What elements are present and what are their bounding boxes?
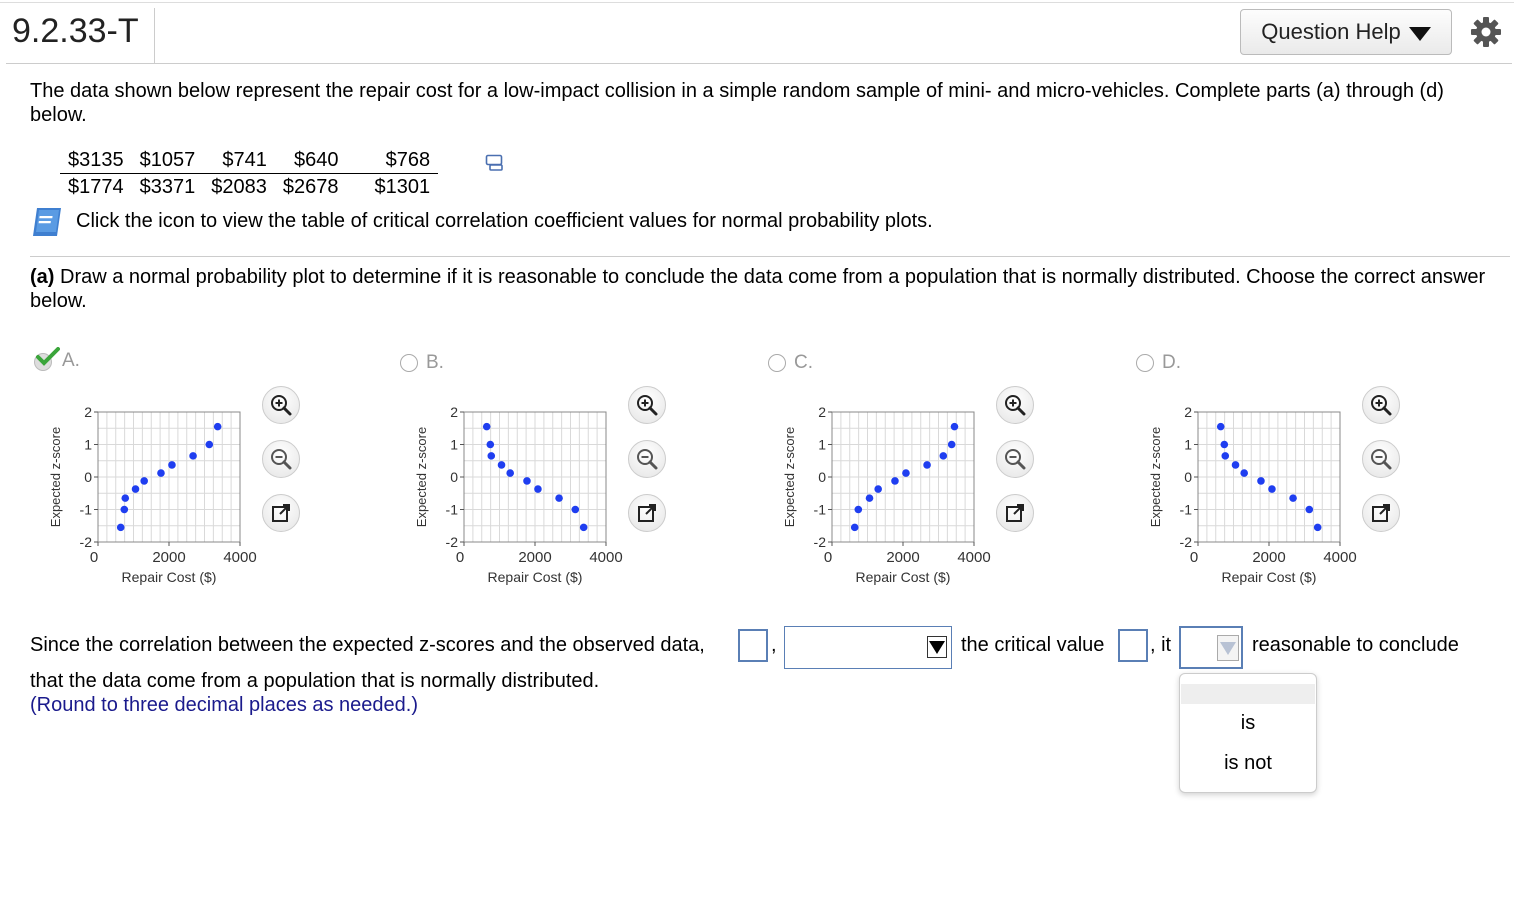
data-point [1221,452,1229,460]
x-axis-label: Repair Cost ($) [487,569,583,585]
chevron-down-icon [1220,642,1236,655]
data-point [951,423,959,431]
table-cell: $3135 [60,147,132,174]
y-tick-label: 1 [1184,436,1192,453]
option-c-label: C. [794,352,813,373]
chart-option-d [1140,400,1360,600]
x-axis-label: Repair Cost ($) [121,569,217,585]
y-tick-label: 0 [818,469,826,485]
data-point [874,485,882,493]
table-cell: $1057 [132,147,204,174]
y-axis-label: Expected z-score [782,426,797,528]
part-a-label: (a) [30,266,55,288]
menu-option-is-not[interactable]: is not [1224,752,1272,774]
answer-text-line2: that the data come from a population that is normally distributed. [30,670,600,692]
y-tick-label: -2 [79,534,92,550]
zoom-out-button[interactable] [996,440,1034,478]
option-c[interactable] [768,352,813,374]
part-a-text: Draw a normal probability plot to determine if it is reasonable to conclude the data come from a population that is normally distributed. Choose the correct answer below. [30,266,1486,312]
table-cell: $640 [275,147,347,174]
data-point [555,494,563,502]
table-cell: $741 [203,147,275,174]
zoom-in-icon [1369,393,1393,417]
answer-comma: , [771,634,777,656]
question-id: 9.2.33-T [12,12,139,50]
data-point [855,506,863,514]
comparison-dropdown-button[interactable] [927,636,947,658]
y-tick-label: 1 [450,436,458,453]
data-point [117,524,125,532]
option-d-radio[interactable] [1136,354,1154,372]
pop-out-icon [636,502,658,524]
gear-icon[interactable] [1468,14,1504,50]
zoom-out-icon [269,447,293,471]
data-point [580,524,588,532]
data-point [1268,485,1276,493]
option-d-label: D. [1162,352,1181,373]
data-point [1240,469,1248,477]
y-tick-label: 0 [1184,469,1192,485]
data-point [487,452,495,460]
y-tick-label: 2 [1184,404,1192,420]
y-tick-label: -1 [445,501,458,518]
option-b-radio[interactable] [400,354,418,372]
data-point [121,506,129,514]
data-point [483,423,491,431]
data-point [189,452,197,460]
x-tick-label: 2000 [886,549,920,566]
answer-text-part3: , it [1150,634,1172,656]
zoom-out-icon [1369,447,1393,471]
y-tick-label: -2 [445,534,458,550]
is-select[interactable] [1179,626,1243,669]
x-tick-label: 0 [1189,549,1199,566]
zoom-in-button[interactable] [1362,386,1400,424]
data-point [923,461,931,469]
zoom-out-button[interactable] [1362,440,1400,478]
y-tick-label: 1 [84,436,92,453]
y-axis-label: Expected z-score [48,426,63,528]
answer-text-part4: reasonable to conclude [1252,634,1459,656]
zoom-in-button[interactable] [262,386,300,424]
pop-out-button[interactable] [262,494,300,532]
data-point [498,461,506,469]
is-dropdown-button[interactable] [1217,635,1239,661]
y-tick-label: 2 [84,404,92,420]
option-a-radio[interactable] [34,351,54,371]
data-point [866,494,874,502]
data-point [168,461,176,469]
option-c-radio[interactable] [768,354,786,372]
data-point [1217,423,1225,431]
y-axis-label: Expected z-score [414,426,429,528]
data-point [1232,461,1240,469]
y-axis-label: Expected z-score [1148,426,1163,528]
zoom-out-icon [635,447,659,471]
x-axis-label: Repair Cost ($) [855,569,951,585]
table-cell: $1774 [68,176,124,198]
zoom-out-button[interactable] [628,440,666,478]
y-tick-label: -2 [813,534,826,550]
correlation-input[interactable] [738,629,768,662]
x-tick-label: 4000 [1323,549,1357,566]
data-point [891,477,899,485]
data-point [523,477,531,485]
x-tick-label: 4000 [223,549,257,566]
option-a-label: A. [62,350,80,371]
option-b-label: B. [426,352,444,373]
chevron-down-icon [929,641,945,654]
data-point [1305,506,1313,514]
data-point [132,485,140,493]
option-a[interactable] [34,350,80,372]
part-a-prompt [30,265,1490,313]
answer-text-part1: Since the correlation between the expected z-scores and the observed data, [30,634,705,656]
zoom-in-icon [269,393,293,417]
question-help-label: Question Help [1261,19,1401,44]
pop-out-button[interactable] [1362,494,1400,532]
data-point [939,452,947,460]
data-point [948,441,956,449]
zoom-in-icon [635,393,659,417]
critical-values-link-text[interactable]: Click the icon to view the table of critical correlation coefficient values for normal probability plots. [76,210,933,232]
y-tick-label: -1 [79,501,92,518]
checkmark-icon [36,347,60,367]
x-tick-label: 2000 [152,549,186,566]
pop-out-button[interactable] [996,494,1034,532]
chevron-down-icon [1409,27,1431,41]
menu-option-is[interactable]: is [1240,712,1256,734]
data-point [902,469,910,477]
rounding-note: (Round to three decimal places as needed.) [30,694,419,716]
x-tick-label: 2000 [518,549,552,566]
data-point [1289,494,1297,502]
data-point [157,469,165,477]
data-point [1221,441,1229,449]
pop-out-button[interactable] [628,494,666,532]
chart-option-a [40,400,260,600]
option-d[interactable] [1136,352,1181,374]
critical-value-input[interactable] [1118,629,1148,662]
header-divider [154,8,155,64]
data-point [140,477,148,485]
comparison-select[interactable] [784,626,952,669]
answer-text-part2: the critical value [961,634,1105,656]
table-cell: $768 [347,147,439,174]
y-tick-label: 1 [818,436,826,453]
data-point [205,441,213,449]
zoom-out-button[interactable] [262,440,300,478]
book-icon[interactable] [30,206,64,238]
table-cell: $2083 [211,176,267,198]
data-point [487,441,495,449]
pop-out-icon [270,502,292,524]
table-cell: $1301 [374,176,431,198]
data-point [506,469,514,477]
y-tick-label: -1 [813,501,826,518]
copy-data-icon[interactable] [485,154,505,172]
table-cell: $3371 [139,176,196,198]
x-tick-label: 4000 [957,549,991,566]
x-tick-label: 4000 [589,549,623,566]
chart-option-c [774,400,994,600]
data-point [1314,524,1322,532]
data-table [60,147,438,200]
data-point [214,423,222,431]
zoom-out-icon [1003,447,1027,471]
x-tick-label: 0 [89,549,99,566]
pop-out-icon [1004,502,1026,524]
y-tick-label: 2 [818,404,826,420]
table-row [60,147,438,174]
x-axis-label: Repair Cost ($) [1221,569,1317,585]
pop-out-icon [1370,502,1392,524]
intro-text: The data shown below represent the repair cost for a low-impact collision in a simple random sample of mini- and micro-vehicles. Complete parts (a) through (d) below. [30,80,1444,126]
top-border [0,2,1514,3]
y-tick-label: -1 [1179,501,1192,518]
y-tick-label: 0 [450,469,458,485]
table-cell: $2678 [282,176,339,198]
data-point [121,494,129,502]
question-help-button[interactable] [1240,9,1452,55]
zoom-in-button[interactable] [628,386,666,424]
header-rule [6,63,1512,64]
zoom-in-button[interactable] [996,386,1034,424]
data-point [1257,477,1265,485]
y-tick-label: 0 [84,469,92,485]
x-tick-label: 2000 [1252,549,1286,566]
zoom-in-icon [1003,393,1027,417]
y-tick-label: 2 [450,404,458,420]
data-point [534,485,542,493]
menu-blank-option[interactable] [1181,684,1315,704]
section-rule [30,256,1510,257]
x-tick-label: 0 [455,549,465,566]
data-point [851,524,859,532]
table-row [60,174,438,201]
chart-option-b [406,400,626,600]
option-b[interactable] [400,352,444,374]
y-tick-label: -2 [1179,534,1192,550]
is-dropdown-menu [1179,673,1317,793]
x-tick-label: 0 [823,549,833,566]
data-point [571,506,579,514]
